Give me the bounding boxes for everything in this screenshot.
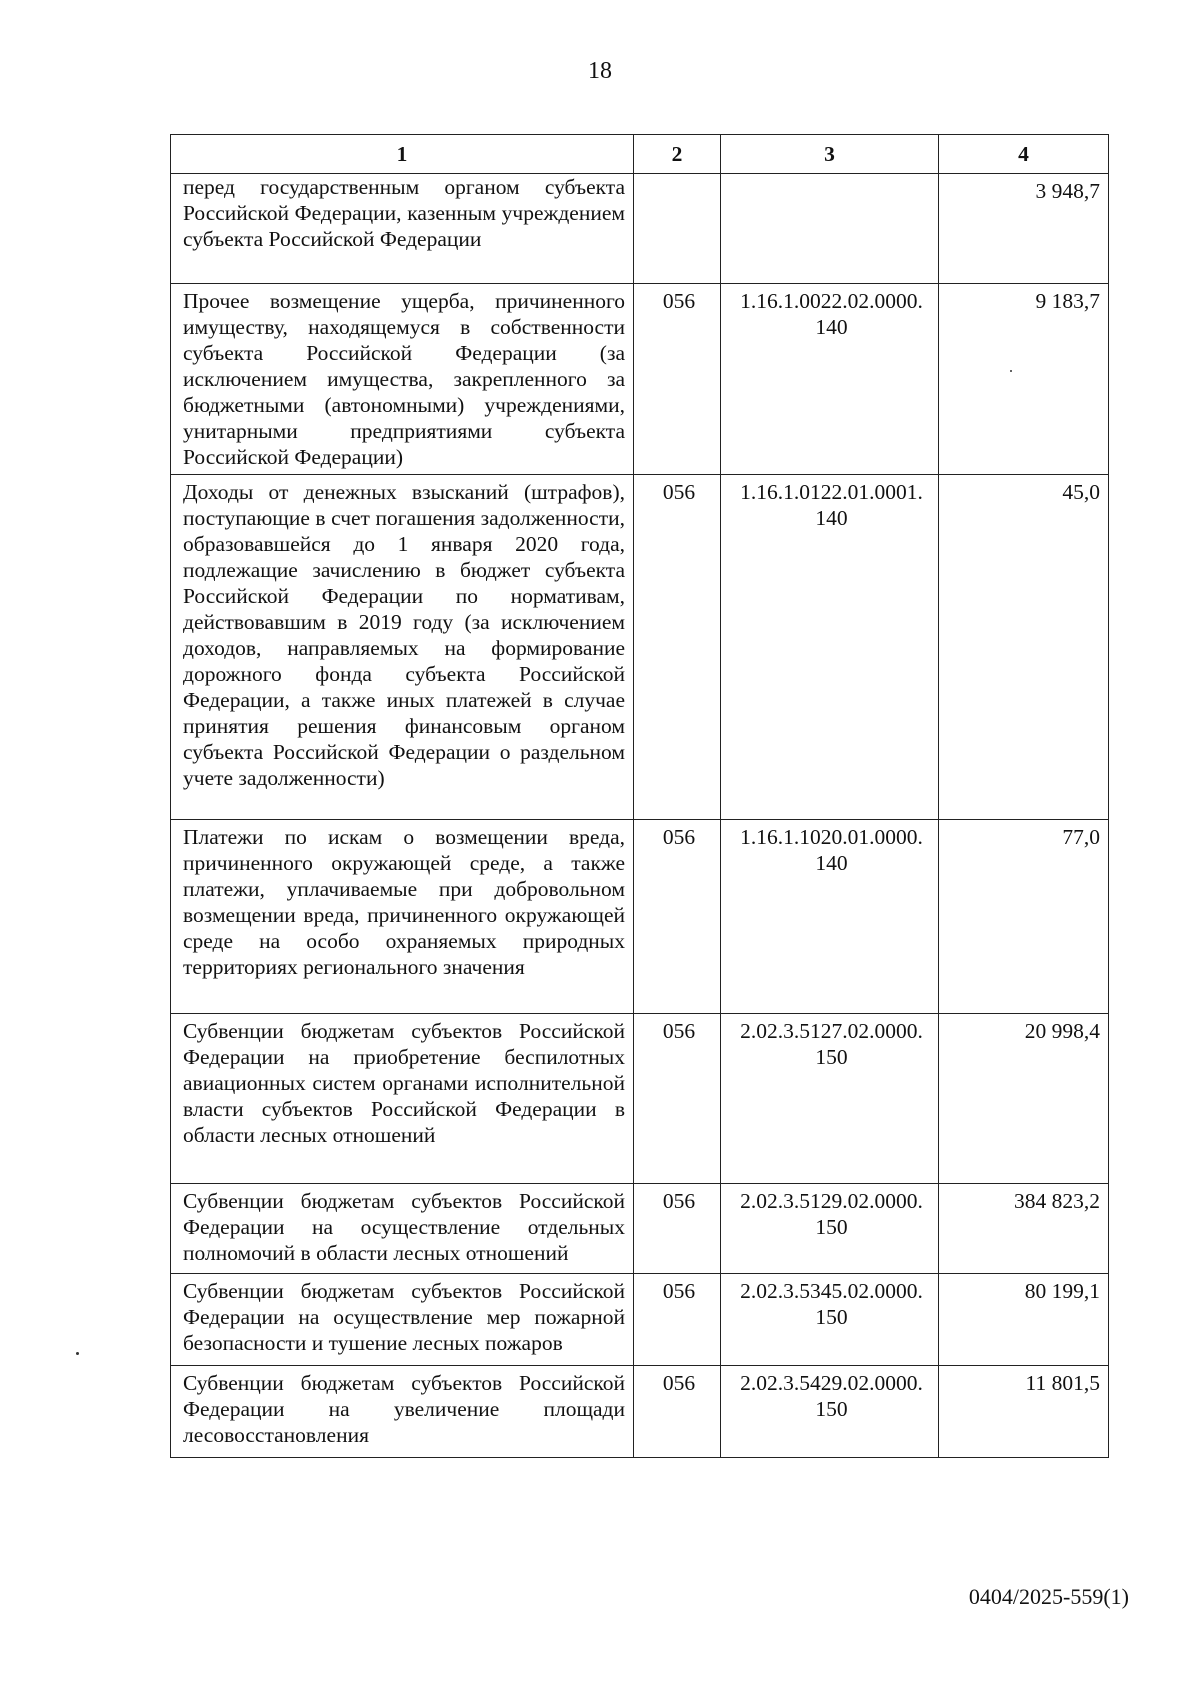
column-header-1: 1 — [171, 135, 634, 174]
row-description: перед государственным органом субъекта Российской Федерации, казенным учреждением субъекта Российской Федерации — [171, 174, 634, 284]
column-header-4: 4 — [939, 135, 1109, 174]
table-row — [171, 1184, 1109, 1274]
row-description: Субвенции бюджетам субъектов Российской Федерации на осуществление отдельных полномочий в области лесных отношений — [171, 1184, 634, 1274]
row-amount: 77,0 — [939, 820, 1109, 1014]
row-admin-code: 056 — [634, 475, 721, 820]
row-admin-code: 056 — [634, 284, 721, 475]
row-admin-code: 056 — [634, 1366, 721, 1458]
table-row — [171, 475, 1109, 820]
row-amount: 80 199,1 — [939, 1274, 1109, 1366]
table-row — [171, 1366, 1109, 1458]
column-header-2: 2 — [634, 135, 721, 174]
row-classification-code: 2.02.3.5429.02.0000. 150 — [721, 1366, 939, 1458]
row-admin-code: 056 — [634, 1184, 721, 1274]
row-classification-code — [721, 174, 939, 284]
row-admin-code: 056 — [634, 1014, 721, 1184]
page-number: 18 — [588, 58, 612, 84]
row-description: Субвенции бюджетам субъектов Российской Федерации на осуществление мер пожарной безопасности и тушение лесных пожаров — [171, 1274, 634, 1366]
row-description: Прочее возмещение ущерба, причиненного имуществу, находящемуся в собственности субъекта Российской Федерации (за исключением имущества, закрепленного за бюджетными (автономными) учреждениями, унитарными предприятиями субъекта Российской Федерации) — [171, 284, 634, 475]
row-admin-code: 056 — [634, 1274, 721, 1366]
row-classification-code: 1.16.1.0022.02.0000. 140 — [721, 284, 939, 475]
row-classification-code: 1.16.1.1020.01.0000. 140 — [721, 820, 939, 1014]
row-classification-code: 2.02.3.5129.02.0000. 150 — [721, 1184, 939, 1274]
row-description: Субвенции бюджетам субъектов Российской Федерации на приобретение беспилотных авиационных систем органами исполнительной власти субъектов Российской Федерации в области лесных отношений — [171, 1014, 634, 1184]
row-description: Доходы от денежных взысканий (штрафов), поступающие в счет погашения задолженности, образовавшейся до 1 января 2020 года, подлежащие зачислению в бюджет субъекта Российской Федерации по нормативам, действовавшим в 2019 году (за исключением доходов, направляемых на формирование дорожного фонда субъекта Российской Федерации, а также иных платежей в случае принятия решения финансовым органом субъекта Российской Федерации о раздельном учете задолженности) — [171, 475, 634, 820]
row-classification-code: 1.16.1.0122.01.0001. 140 — [721, 475, 939, 820]
table-row — [171, 1014, 1109, 1184]
row-admin-code — [634, 174, 721, 284]
row-amount: 45,0 — [939, 475, 1109, 820]
column-header-3: 3 — [721, 135, 939, 174]
row-amount: 20 998,4 — [939, 1014, 1109, 1184]
table-row — [171, 284, 1109, 475]
row-description: Платежи по искам о возмещении вреда, причиненного окружающей среде, а также платежи, уплачиваемые при добровольном возмещении вреда, причиненного окружающей среде на особо охраняемых природных территориях регионального значения — [171, 820, 634, 1014]
revenue-table — [170, 134, 1109, 1458]
row-admin-code: 056 — [634, 820, 721, 1014]
scan-speck — [1010, 370, 1012, 372]
row-classification-code: 2.02.3.5127.02.0000. 150 — [721, 1014, 939, 1184]
row-classification-code: 2.02.3.5345.02.0000. 150 — [721, 1274, 939, 1366]
row-amount: 11 801,5 — [939, 1366, 1109, 1458]
table-row — [171, 1274, 1109, 1366]
row-description: Субвенции бюджетам субъектов Российской Федерации на увеличение площади лесовосстановления — [171, 1366, 634, 1458]
table-row — [171, 820, 1109, 1014]
row-amount: 9 183,7 — [939, 284, 1109, 475]
row-amount: 384 823,2 — [939, 1184, 1109, 1274]
row-amount: 3 948,7 — [939, 174, 1109, 284]
document-id: 0404/2025-559(1) — [968, 1584, 1129, 1609]
scan-speck — [76, 1352, 79, 1355]
table-row — [171, 174, 1109, 284]
table-header-row — [171, 135, 1109, 174]
